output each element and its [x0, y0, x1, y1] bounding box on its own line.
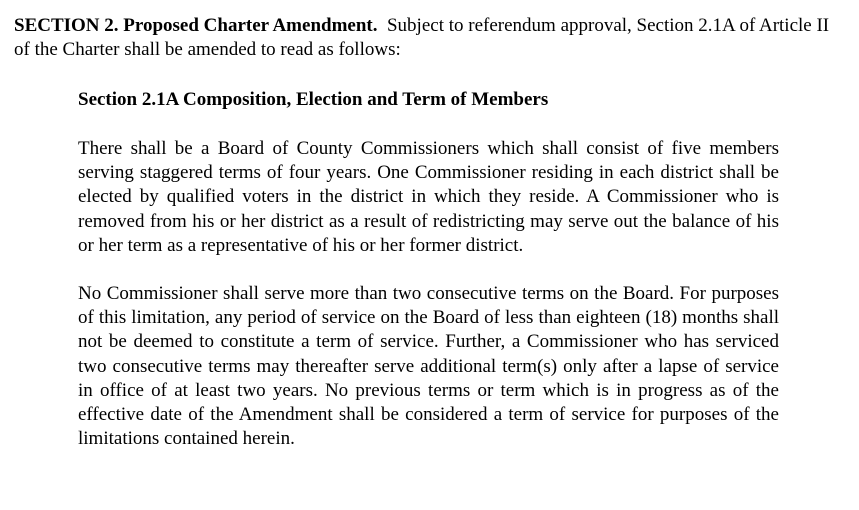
section-lead: SECTION 2. Proposed Charter Amendment. — [14, 15, 378, 36]
amended-section-heading: Section 2.1A Composition, Election and Term of Members — [78, 89, 549, 110]
paragraph-composition: There shall be a Board of County Commissioners which shall consist of five members serving staggered terms of four years. One Commissioner residing in each district shall be elected by qualified voters in the district in which they reside. A Commissioner who is removed from his or her district as a result of redistricting may serve out the balance of his or her term as a representative of his or her former district. — [78, 138, 779, 256]
section-intro-text: Subject to referendum approval, Section 2.1A of Article II of the Charter shall be amended to read as follows: — [14, 15, 830, 60]
paragraph-term-limits: No Commissioner shall serve more than two consecutive terms on the Board. For purposes of this limitation, any period of service on the Board of less than eighteen (18) months shall not be deemed to constitute a term of service. Further, a Commissioner who has serviced two consecutive terms may thereafter serve additional term(s) only after a lapse of service in office of at least two years. No previous terms or term which is in progress as of the effective date of the Amendment shall be considered a term of service for purposes of the limitations contained herein. — [78, 283, 779, 450]
section-intro — [14, 14, 846, 62]
amended-section — [78, 88, 779, 451]
document-page — [14, 14, 846, 451]
